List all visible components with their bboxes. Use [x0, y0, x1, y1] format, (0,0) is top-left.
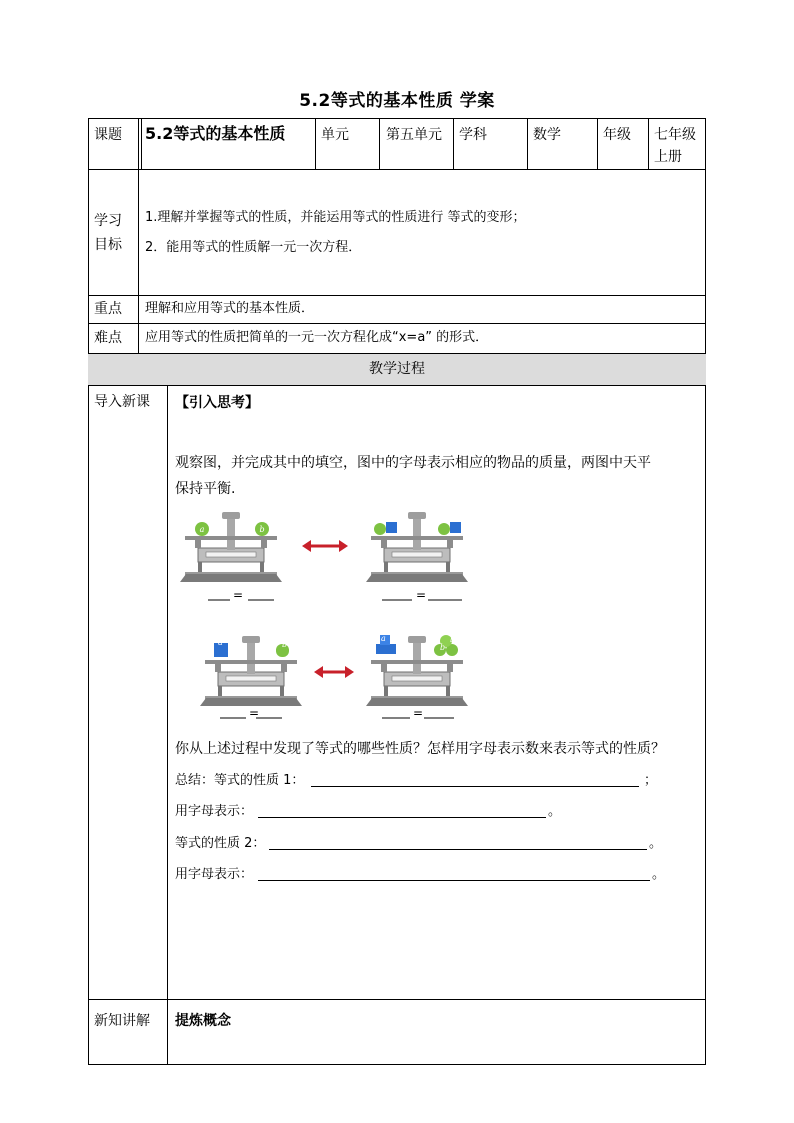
key-point-text: 理解和应用等式的基本性质．: [145, 301, 315, 316]
property1-label: 总结：等式的性质 1：: [175, 773, 305, 788]
scale4-label-b3: b: [458, 643, 464, 652]
grade-value-line2: 上册: [654, 149, 682, 165]
scale4-label-a: a: [381, 634, 386, 643]
scale-1: [180, 512, 282, 582]
scale2-label-c2: c: [456, 510, 461, 519]
property2-end: 。: [649, 836, 663, 851]
scale3-label-b: b: [282, 640, 288, 649]
property1-blank[interactable]: [311, 786, 639, 787]
intro-paragraph-line1: 观察图，并完成其中的填空，图中的字母表示相应的物品的质量，两图中天平: [175, 455, 651, 471]
scale1-label-a: a: [195, 504, 200, 513]
double-arrow-bottom-icon: [314, 666, 354, 678]
balance-scales-figure: [170, 500, 490, 730]
letters2-label: 用字母表示：: [175, 867, 254, 882]
key-point-label: 重点: [94, 301, 122, 317]
equals-sign-1: =: [233, 588, 244, 602]
double-arrow-top-icon: [302, 540, 348, 552]
letters1-blank[interactable]: [258, 817, 546, 818]
equals-sign-4: =: [413, 706, 424, 720]
difficulty-text: 应用等式的性质把简单的一元一次方程化成“x=a” 的形式．: [145, 330, 489, 345]
discipline-label: 学科: [459, 127, 487, 143]
goal-item-1: 1.理解并掌握等式的性质，并能运用等式的性质进行 等式的变形；: [145, 210, 526, 225]
scale-4: [366, 635, 468, 706]
new-knowledge-label: 新知讲解: [94, 1013, 150, 1029]
discipline-value: 数学: [533, 127, 561, 143]
scale2-label-c1: c: [393, 510, 398, 519]
intro-heading: 【引入思考】: [175, 395, 259, 411]
goals-label-line1: 学习: [94, 213, 122, 229]
equals-sign-2: =: [416, 588, 427, 602]
scale4-label-b2: b: [450, 635, 456, 644]
process-banner: 教学过程: [369, 361, 425, 377]
grade-label: 年级: [603, 127, 631, 143]
scale4-label-b1: b: [440, 643, 446, 652]
property2-label: 等式的性质 2：: [175, 836, 266, 851]
scale3-label-a: a: [218, 638, 223, 647]
unit-label: 单元: [321, 127, 349, 143]
difficulty-label: 难点: [94, 330, 122, 346]
property2-blank[interactable]: [269, 849, 647, 850]
scale2-label-b: b: [445, 510, 451, 519]
unit-value: 第五单元: [386, 127, 442, 143]
subject-title-label: 课题: [94, 127, 122, 143]
equals-sign-3: =: [249, 706, 260, 720]
svg-text:b: b: [259, 525, 265, 534]
subject-title: 5.2等式的基本性质: [145, 124, 286, 143]
goals-label-line2: 目标: [94, 237, 122, 253]
letters1-end: 。: [548, 804, 562, 819]
intro-paragraph-line2: 保持平衡.: [175, 481, 236, 497]
goal-item-2: 2．能用等式的性质解一元一次方程．: [145, 240, 362, 255]
grade-value-line1: 七年级: [654, 127, 696, 143]
property1-end: ；: [644, 773, 658, 788]
new-knowledge-heading: 提炼概念: [175, 1013, 231, 1029]
svg-text:a: a: [199, 525, 205, 534]
letters2-blank[interactable]: [258, 880, 650, 881]
letters2-end: 。: [652, 867, 666, 882]
question-text: 你从上述过程中发现了等式的哪些性质？怎样用字母表示数来表示等式的性质？: [175, 741, 665, 757]
letters1-label: 用字母表示：: [175, 804, 254, 819]
document-title: 5.2等式的基本性质 学案: [299, 91, 495, 111]
intro-label: 导入新课: [94, 394, 150, 410]
scale2-label-a: a: [381, 510, 386, 519]
scale-2: [366, 512, 468, 582]
